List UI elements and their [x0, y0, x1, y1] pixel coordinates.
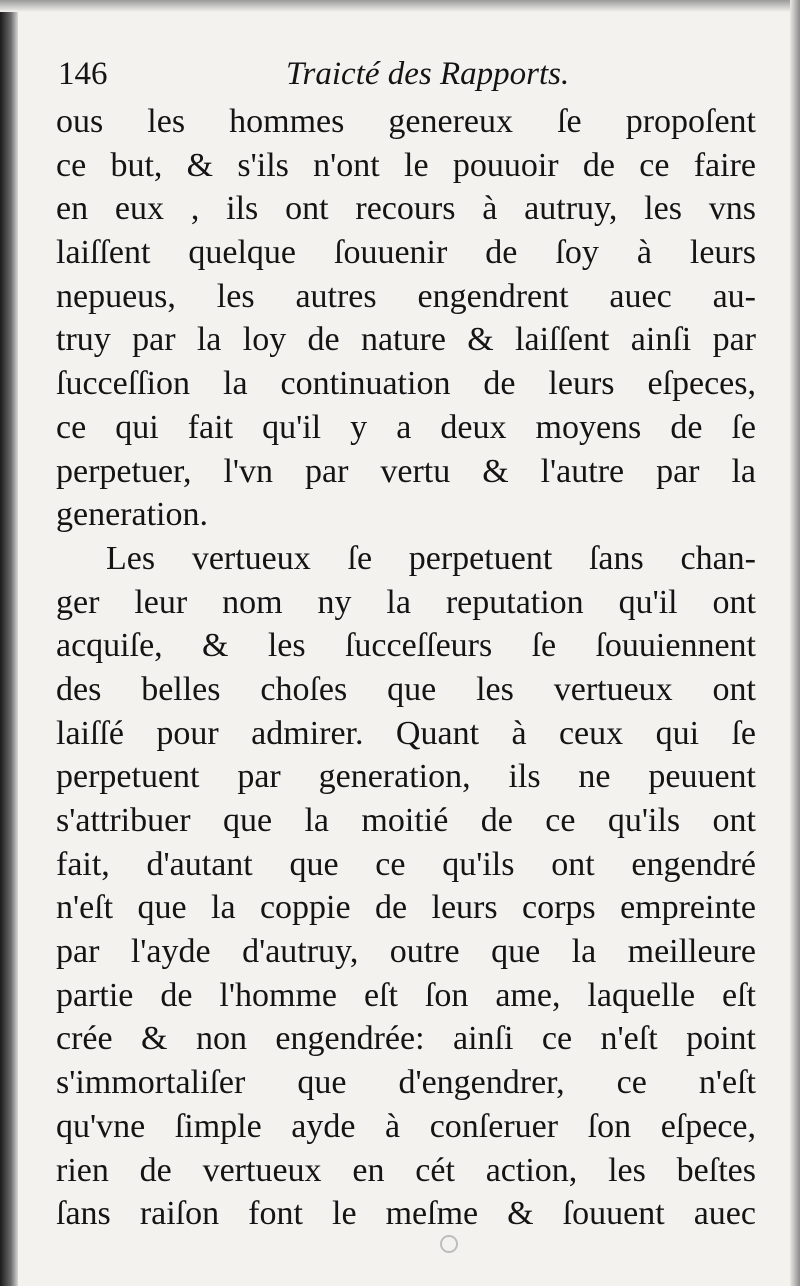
page-binding-edge — [0, 0, 18, 1286]
text-line: ous les hommes genereux ſe propoſent — [56, 103, 756, 140]
text-line: par l'ayde d'autruy, outre que la meilleure — [56, 933, 756, 971]
text-line: ce qui fait qu'il y a deux moyens de ſe — [56, 408, 756, 446]
text-line: qu'vne ſimple ayde à conſeruer ſon eſpece, — [56, 1107, 756, 1145]
text-line: ſans raiſon font le meſme & ſouuent auec — [56, 1195, 756, 1233]
text-line: s'attribuer que la moitié de ce qu'ils ont — [56, 802, 756, 839]
text-line: rien de vertueux en cét action, les beſtes — [56, 1151, 756, 1189]
body-text — [56, 100, 756, 1236]
page-right-edge — [790, 0, 800, 1286]
text-line: crée & non engendrée: ainſi ce n'eſt point — [56, 1020, 756, 1058]
text-line: fait, d'autant que ce qu'ils ont engendré — [56, 845, 756, 883]
text-line: ce but, & s'ils n'ont le pouuoir de ce faire — [56, 146, 756, 184]
text-line: ſucceſſion la continuation de leurs eſpeces, — [56, 365, 756, 403]
text-line: truy par la loy de nature & laiſſent ainſi par — [56, 321, 756, 359]
text-line: generation. — [56, 496, 208, 534]
text-line: des belles choſes que les vertueux ont — [56, 670, 756, 708]
running-title: Traicté des Rapports. — [286, 56, 570, 92]
text-line: perpetuer, l'vn par vertu & l'autre par la — [56, 452, 756, 490]
text-line: laiſſé pour admirer. Quant à ceux qui ſe — [56, 714, 756, 752]
text-line: laiſſent quelque ſouuenir de ſoy à leurs — [56, 234, 756, 272]
text-line: nepueus, les autres engendrent auec au- — [56, 277, 756, 315]
paragraph-start-line: Les vertueux ſe perpetuent ſans chan- — [106, 539, 756, 577]
page-header — [58, 52, 758, 96]
text-line: en eux , ils ont recours à autruy, les vns — [56, 190, 756, 228]
text-line: partie de l'homme eſt ſon ame, laquelle eſt — [56, 976, 756, 1014]
text-line: acquiſe, & les ſucceſſeurs ſe ſouuiennent — [56, 627, 756, 665]
text-line: n'eſt que la coppie de leurs corps empreinte — [56, 889, 756, 927]
page-top-edge — [0, 0, 800, 12]
text-line: s'immortaliſer que d'engendrer, ce n'eſt — [56, 1064, 756, 1102]
text-line: ger leur nom ny la reputation qu'il ont — [56, 583, 756, 621]
page-blot-mark — [440, 1235, 458, 1253]
text-line: perpetuent par generation, ils ne peuuent — [56, 758, 756, 796]
page-number: 146 — [58, 56, 108, 92]
